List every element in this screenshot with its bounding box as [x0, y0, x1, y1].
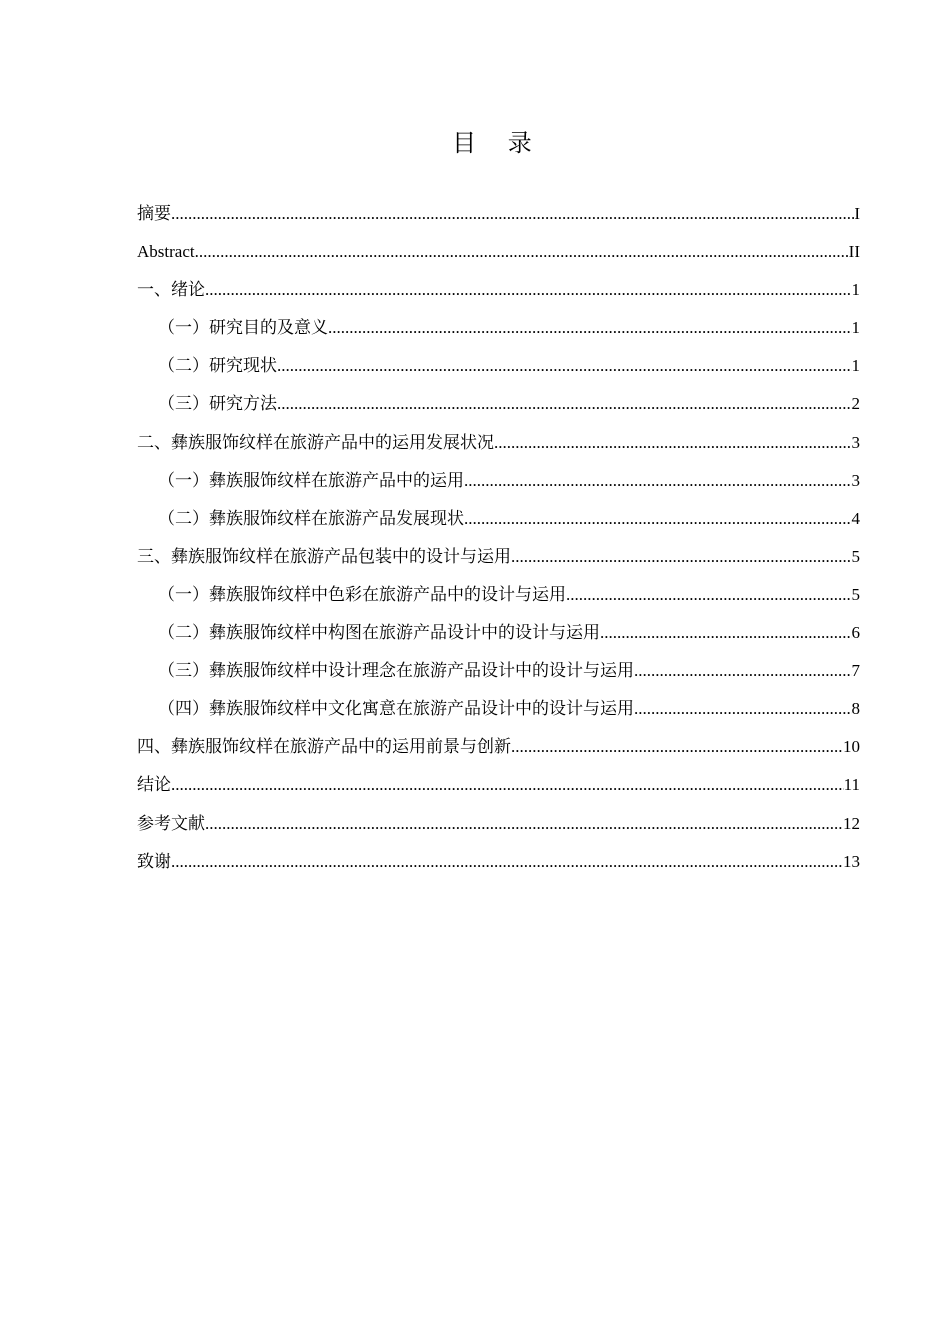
toc-page-number: 11 [843, 775, 860, 795]
toc-dot-leader [171, 195, 854, 233]
toc-page-number: 8 [851, 699, 860, 719]
toc-dot-leader [511, 728, 843, 766]
toc-dot-leader [277, 347, 852, 385]
toc-page-number: 3 [851, 470, 860, 490]
toc-entry-label: （三）研究方法 [158, 394, 277, 414]
toc-title: 目 录 [452, 129, 544, 157]
toc-entry[interactable] [137, 690, 860, 728]
toc-entry[interactable] [137, 766, 860, 804]
toc-dot-leader [195, 233, 849, 271]
toc-entry-label: 一、绪论 [137, 280, 205, 300]
toc-entry[interactable] [137, 843, 860, 881]
toc-dot-leader [600, 614, 852, 652]
toc-entry-label: Abstract [137, 242, 195, 262]
toc-dot-leader [464, 462, 852, 500]
toc-entry[interactable] [137, 652, 860, 690]
toc-entry-label: （二）研究现状 [158, 356, 277, 376]
toc-entry[interactable] [137, 538, 860, 576]
toc-entry-label: （二）彝族服饰纹样在旅游产品发展现状 [158, 508, 464, 528]
toc-entry[interactable] [137, 500, 860, 538]
toc-page-number: 3 [851, 432, 860, 452]
toc-entry-label: 参考文献 [137, 813, 205, 833]
toc-entry-label: （一）研究目的及意义 [158, 318, 328, 338]
toc-dot-leader [464, 500, 852, 538]
toc-page-number: I [854, 204, 860, 223]
toc-dot-leader [494, 424, 852, 462]
toc-entry-label: （一）彝族服饰纹样中色彩在旅游产品中的设计与运用 [158, 584, 566, 604]
toc-entry-label: （三）彝族服饰纹样中设计理念在旅游产品设计中的设计与运用 [158, 661, 634, 681]
toc-page-number: 7 [851, 661, 860, 681]
toc-page-number: 5 [851, 584, 860, 604]
toc-page-number: 1 [851, 356, 860, 376]
toc-dot-leader [511, 538, 852, 576]
toc-entry-label: （二）彝族服饰纹样中构图在旅游产品设计中的设计与运用 [158, 623, 600, 643]
toc-entry-label: 二、彝族服饰纹样在旅游产品中的运用发展状况 [137, 432, 494, 452]
toc-entry[interactable] [137, 462, 860, 500]
toc-entry-label: 致谢 [137, 851, 171, 871]
toc-page-number: 13 [843, 851, 860, 871]
toc-entry[interactable] [137, 728, 860, 766]
toc-list [137, 195, 860, 881]
toc-page-number: 4 [851, 508, 860, 528]
toc-dot-leader [328, 309, 852, 347]
toc-entry-label: 结论 [137, 775, 171, 795]
toc-dot-leader [634, 652, 852, 690]
toc-entry-label: 摘要 [137, 204, 171, 223]
toc-page-number: 10 [843, 737, 860, 757]
toc-entry[interactable] [137, 309, 860, 347]
toc-entry[interactable] [137, 805, 860, 843]
toc-dot-leader [566, 576, 852, 614]
toc-dot-leader [277, 385, 852, 423]
toc-page-number: 5 [851, 546, 860, 566]
toc-entry-label: 四、彝族服饰纹样在旅游产品中的运用前景与创新 [137, 737, 511, 757]
toc-entry-label: 三、彝族服饰纹样在旅游产品包装中的设计与运用 [137, 546, 511, 566]
toc-page-number: II [848, 242, 860, 262]
toc-entry-label: （一）彝族服饰纹样在旅游产品中的运用 [158, 470, 464, 490]
toc-dot-leader [171, 766, 844, 804]
toc-entry[interactable] [137, 614, 860, 652]
toc-entry[interactable] [137, 424, 860, 462]
toc-dot-leader [205, 271, 852, 309]
toc-entry[interactable] [137, 271, 860, 309]
toc-entry-label: （四）彝族服饰纹样中文化寓意在旅游产品设计中的设计与运用 [158, 699, 634, 719]
toc-page-number: 12 [843, 813, 860, 833]
toc-page-number: 2 [851, 394, 860, 414]
toc-entry[interactable] [137, 233, 860, 271]
toc-entry[interactable] [137, 576, 860, 614]
toc-page-number: 6 [851, 623, 860, 643]
toc-dot-leader [171, 843, 843, 881]
toc-dot-leader [634, 690, 852, 728]
toc-dot-leader [205, 805, 843, 843]
toc-page-number: 1 [851, 280, 860, 300]
toc-entry[interactable] [137, 347, 860, 385]
toc-page-number: 1 [851, 318, 860, 338]
toc-entry[interactable] [137, 195, 860, 233]
toc-entry[interactable] [137, 385, 860, 423]
